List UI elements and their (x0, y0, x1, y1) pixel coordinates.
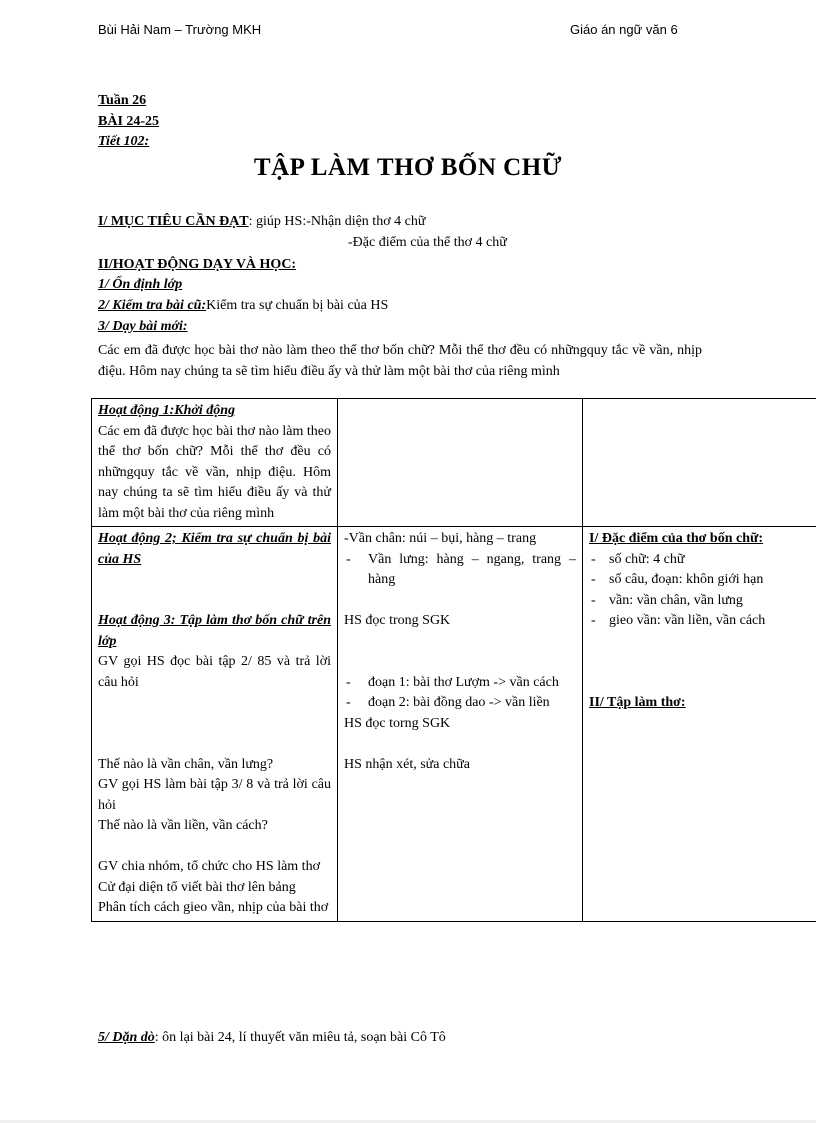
homework-text: : ôn lại bài 24, lí thuyết văn miêu tả, soạn bài Cô Tô (154, 1030, 446, 1045)
row1-col1 (92, 399, 338, 527)
step-1: 1/ Ổn định lớp (98, 277, 183, 292)
table-row (92, 399, 816, 527)
intro-paragraph: Các em đã được học bài thơ nào làm theo thể thơ bốn chữ? Mỗi thể thơ đều có nhữngquy tắc về vần, nhịp điệu. Hôm nay chúng ta sẽ tìm hiểu điều ấy và thử làm một bài thơ của riêng mình (98, 343, 702, 379)
step-2-label: 2/ Kiểm tra bài cũ: (98, 298, 207, 313)
features-heading: I/ Đặc điểm của thơ bốn chữ: (589, 531, 764, 546)
lesson-table (91, 398, 816, 922)
list-item: - số chữ: 4 chữ (589, 550, 815, 571)
objectives-label: I/ MỤC TIÊU CẦN ĐẠT (98, 214, 249, 229)
week-label: Tuần 26 (98, 93, 147, 108)
activity-3-heading: Hoạt động 3: Tập làm thơ bốn chữ trên lớp (98, 613, 331, 649)
doan-2: - đoạn 2: bài đồng dao -> vần liền (344, 693, 576, 714)
features-list (589, 550, 815, 632)
row2-col2 (338, 527, 583, 922)
row2-col1 (92, 527, 338, 922)
list-item: - gieo vần: vần liền, vần cách (589, 611, 815, 632)
lesson-label: BÀI 24-25 (98, 114, 160, 129)
step-3: 3/ Dạy bài mới: (98, 319, 188, 334)
activity-1-text: Các em đã được học bài thơ nào làm theo thể thơ bốn chữ? Mỗi thể thơ đều có nhữngquy tắc về vần, nhịp điệu. Hôm nay chúng ta sẽ tìm hiểu điều ấy và thử làm một bài thơ của riêng mình (98, 423, 331, 521)
page-title: TẬP LÀM THƠ BỐN CHỮ (253, 154, 563, 181)
objectives-line (98, 214, 425, 230)
question-4: Thế nào là vần liền, vần cách? (98, 818, 268, 833)
list-item: - vần: vần chân, vần lưng (589, 591, 815, 612)
question-5: GV chia nhóm, tổ chức cho HS làm thơ (98, 859, 320, 874)
activity-2-heading: Hoạt động 2; Kiểm tra sự chuẩn bị bài của HS (98, 531, 331, 567)
van-lung-answer: - Vần lưng: hàng – ngang, trang – hàng (344, 550, 576, 591)
header-left: Bùi Hải Nam – Trường MKH (98, 22, 262, 37)
activities-heading: II/HOẠT ĐỘNG DẠY VÀ HỌC: (98, 257, 297, 272)
header-right: Giáo án ngữ văn 6 (570, 22, 678, 37)
doan-1: - đoạn 1: bài thơ Lượm -> vần cách (344, 673, 576, 694)
question-1: GV gọi HS đọc bài tập 2/ 85 và trả lời câu hỏi (98, 654, 331, 690)
question-2: Thế nào là vần chân, vần lưng? (98, 756, 274, 772)
step-2-text: Kiểm tra sự chuẩn bị bài của HS (206, 298, 389, 313)
van-chan-answer: -Vần chân: núi – bụi, hàng – trang (344, 531, 537, 546)
activity-1-heading: Hoạt động 1:Khởi động (98, 403, 236, 418)
van-lung-list (344, 550, 576, 591)
doan-list (344, 673, 576, 714)
hs-read-1: HS đọc trong SGK (344, 613, 451, 628)
row2-col3 (583, 527, 816, 922)
homework-label: 5/ Dặn dò (98, 1030, 155, 1045)
practice-heading: II/ Tập làm thơ: (589, 695, 686, 710)
step-2 (98, 298, 388, 314)
hs-review: HS nhận xét, sửa chữa (344, 756, 470, 772)
homework-note (98, 1030, 446, 1046)
list-item: - số câu, đoạn: khôn giới hạn (589, 570, 815, 591)
period-label: Tiết 102: (98, 134, 150, 149)
question-7: Phân tích cách gieo vần, nhịp của bài thơ (98, 900, 329, 915)
hs-read-2: HS đọc torng SGK (344, 715, 451, 731)
row1-col2 (338, 399, 583, 527)
row1-col3 (583, 399, 816, 527)
question-3: GV gọi HS làm bài tập 3/ 8 và trả lời câu hỏi (98, 777, 331, 813)
question-6: Cử đại diện tổ viết bài thơ lên bảng (98, 879, 296, 895)
objectives-text-2: -Đặc điểm của thể thơ 4 chữ (348, 235, 507, 250)
objectives-text-1: : giúp HS:-Nhận diện thơ 4 chữ (248, 214, 426, 229)
table-row (92, 527, 816, 922)
